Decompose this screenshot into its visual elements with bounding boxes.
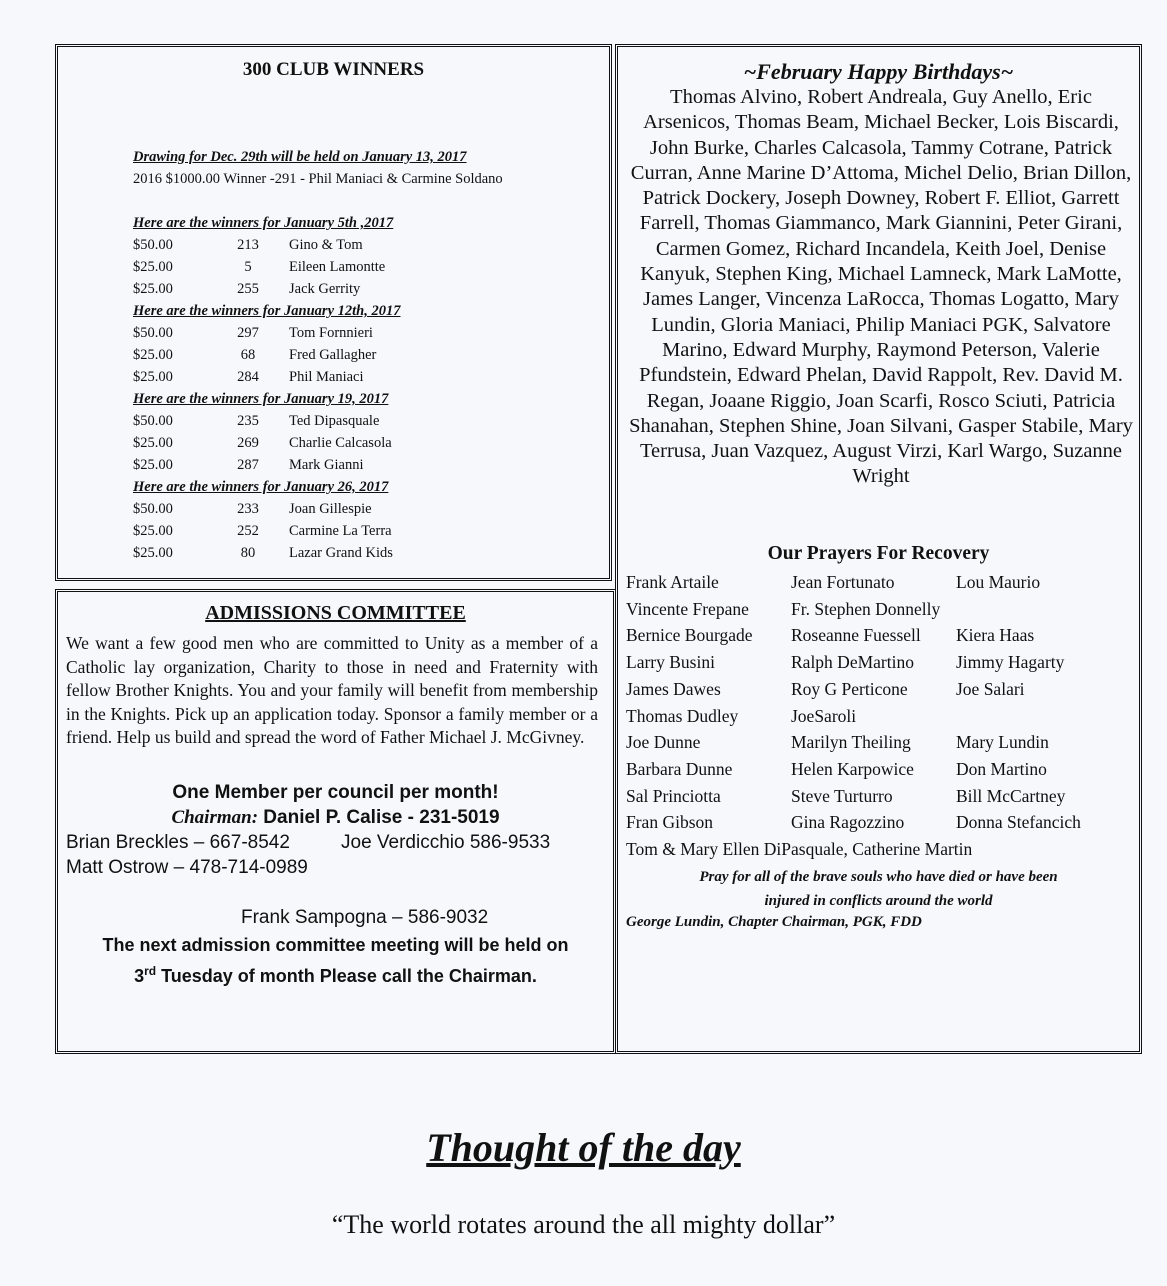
prayer-name: Mary Lundin [956, 732, 1049, 753]
prize-amount: $50.00 [133, 237, 173, 253]
prayer-row [626, 812, 1141, 838]
club-title: 300 CLUB WINNERS [242, 59, 425, 80]
prayer-name: Kiera Haas [956, 625, 1035, 646]
winner-name: Tom Fornnieri [289, 325, 373, 341]
prayer-row [626, 759, 1141, 785]
prayer-name: Jean Fortunato [791, 572, 895, 592]
prayer-name: Jimmy Hagarty [956, 652, 1065, 673]
admissions-title: ADMISSIONS COMMITTEE [205, 602, 466, 624]
prayer-row [626, 706, 1141, 732]
winner-row [133, 347, 553, 367]
ticket-number: 213 [237, 237, 259, 253]
prayer-row [626, 679, 1141, 705]
winner-name: Joan Gillespie [289, 501, 372, 517]
contact-brian: Brian Breckles – 667-8542 [66, 832, 290, 853]
club-winners-section [55, 44, 612, 581]
prayer-name: Vincente Frepane [626, 598, 749, 619]
prayer-row [626, 599, 1141, 625]
prayer-name: Frank Artaile [626, 572, 719, 592]
prize-amount: $50.00 [133, 325, 173, 341]
prayer-name: James Dawes [626, 678, 721, 699]
contact-joe: Joe Verdicchio 586-9533 [341, 832, 551, 853]
prayer-name: Larry Busini [626, 652, 715, 673]
prayer-name: Tom & Mary Ellen DiPasquale, Catherine Martin [626, 839, 973, 859]
drawing-heading: Drawing for Dec. 29th will be held on January 13, 2017 [133, 149, 467, 165]
drawing-winner: 2016 $1000.00 Winner -291 - Phil Maniaci & Carmine Soldano [133, 171, 503, 187]
admissions-body: We want a few good men who are committed to Unity as a member of a Catholic lay organization, Charity to those in need and Fraternity with fellow Brother Knights. You and your family will benefit from membership in the Knights. Pick up an application today. Sponsor a family member or a friend. Help us build and spread the word of Father Michael J. McGivney. [66, 633, 598, 747]
winner-row [133, 435, 553, 455]
winner-name: Phil Maniaci [289, 369, 364, 385]
prayer-name: Joe Salari [956, 678, 1025, 699]
prayer-name: Sal Princiotta [626, 785, 721, 806]
winners-heading: Here are the winners for January 5th ,2017 [133, 215, 394, 231]
winner-row [133, 413, 553, 433]
chapter-chairman: George Lundin, Chapter Chairman, PGK, FDD [626, 914, 922, 930]
prayer-name: Steve Turturro [791, 785, 893, 806]
prize-amount: $25.00 [133, 435, 173, 451]
prize-amount: $25.00 [133, 259, 173, 275]
prayer-name: JoeSaroli [791, 705, 857, 726]
winner-row [133, 523, 553, 543]
winner-name: Lazar Grand Kids [289, 545, 393, 561]
ticket-number: 5 [244, 259, 252, 275]
next-meeting-line2: 3rd Tuesday of month Please call the Chairman. [134, 964, 537, 986]
ticket-number: 297 [237, 325, 259, 341]
winners-heading: Here are the winners for January 26, 2017 [133, 479, 389, 495]
prize-amount: $50.00 [133, 501, 173, 517]
winner-name: Carmine La Terra [289, 523, 392, 539]
prize-amount: $25.00 [133, 281, 173, 297]
ticket-number: 269 [237, 435, 259, 451]
prayer-name: Bill McCartney [956, 785, 1066, 806]
winner-name: Charlie Calcasola [289, 435, 392, 451]
ticket-number: 233 [237, 501, 259, 517]
ticket-number: 255 [237, 281, 259, 297]
winner-row [133, 237, 553, 257]
chairman-label: Chairman: [171, 807, 259, 828]
ticket-number: 252 [237, 523, 259, 539]
prayer-name: Thomas Dudley [626, 705, 739, 726]
winner-row [133, 545, 553, 565]
prayer-note-line2: injured in conflicts around the world [764, 893, 993, 909]
winner-name: Mark Gianni [289, 457, 364, 473]
winner-row [133, 457, 553, 477]
prayer-name: Donna Stefancich [956, 812, 1081, 833]
prayer-row [626, 625, 1141, 651]
winner-name: Eileen Lamontte [289, 259, 386, 275]
prayer-name: Barbara Dunne [626, 758, 733, 779]
winner-row [133, 501, 553, 521]
ticket-number: 287 [237, 457, 259, 473]
winner-row [133, 259, 553, 279]
next-meeting-note [58, 932, 613, 989]
prayer-name: Don Martino [956, 758, 1047, 779]
winners-heading: Here are the winners for January 12th, 2017 [133, 303, 401, 319]
admissions-section [55, 589, 616, 1054]
prayer-name: Helen Karpowice [791, 758, 914, 779]
prayer-row [626, 572, 1141, 598]
prayer-row [626, 652, 1141, 678]
chairman-name: Daniel P. Calise - 231-5019 [258, 807, 500, 828]
thought-quote: “The world rotates around the all mighty dollar” [331, 1210, 836, 1239]
prize-amount: $50.00 [133, 413, 173, 429]
prayer-name: Roy G Perticone [791, 678, 908, 699]
winner-name: Fred Gallagher [289, 347, 377, 363]
birthdays-title: ~February Happy Birthdays~ [743, 59, 1014, 84]
thought-title: Thought of the day [426, 1125, 741, 1170]
prayer-name: Fran Gibson [626, 812, 714, 833]
winner-row [133, 369, 553, 389]
ticket-number: 68 [240, 347, 256, 363]
birthdays-list: Thomas Alvino, Robert Andreala, Guy Anello, Eric Arsenicos, Thomas Beam, Michael Becker, Lois Biscardi, John Burke, Charles Calcasola, Tammy Cotrane, Patrick Curran, Anne Marine D’Attoma, Michel Delio, Brian Dillon, Patrick Dockery, Joseph Downey, Robert F. Elliot, Garrett Farrell, Thomas Giammanco, Mark Giannini, Peter Girani, Carmen Gomez, Richard Incandela, Keith Joel, Denise Kanyuk, Stephen King, Michael Lamneck, Mark LaMotte, James Langer, Vincenza LaRocca, Thomas Logatto, Mary Lundin, Gloria Maniaci, Philip Maniaci PGK, Salvatore Marino, Edward Murphy, Raymond Peterson, Valerie Pfundstein, Edward Phelan, David Rappolt, Rev. David M. Regan, Joaane Riggio, Joan Scarfi, Rosco Sciuti, Patricia Shanahan, Stephen Shine, Joan Silvani, Gasper Stabile, Mary Terrusa, Juan Vazquez, August Virzi, Karl Wargo, Suzanne Wright [629, 86, 1133, 488]
ticket-number: 80 [240, 545, 256, 561]
prayer-row [626, 786, 1141, 812]
birthdays-prayers-section [615, 44, 1142, 1054]
prayer-name: Roseanne Fuessell [791, 625, 921, 646]
prayer-name: Fr. Stephen Donnelly [791, 598, 941, 619]
winner-name: Ted Dipasquale [289, 413, 380, 429]
winner-name: Gino & Tom [289, 237, 363, 253]
winner-row [133, 281, 553, 301]
winner-row [133, 325, 553, 345]
prayer-name: Lou Maurio [956, 572, 1041, 592]
prize-amount: $25.00 [133, 369, 173, 385]
prayer-name: Joe Dunne [626, 732, 701, 753]
prize-amount: $25.00 [133, 347, 173, 363]
prayer-note-line1: Pray for all of the brave souls who have died or have been [699, 869, 1058, 885]
prayers-title: Our Prayers For Recovery [767, 543, 990, 564]
prize-amount: $25.00 [133, 457, 173, 473]
prayer-name: Gina Ragozzino [791, 812, 905, 833]
chairman-line [58, 807, 613, 829]
prayer-name: Bernice Bourgade [626, 625, 753, 646]
prayer-name: Ralph DeMartino [791, 652, 914, 673]
contact-matt: Matt Ostrow – 478-714-0989 [66, 857, 308, 878]
prayer-note [618, 865, 1139, 913]
prayer-row [626, 732, 1141, 758]
prayer-name: Marilyn Theiling [791, 732, 911, 753]
prize-amount: $25.00 [133, 545, 173, 561]
contact-frank: Frank Sampogna – 586-9032 [241, 907, 489, 928]
ticket-number: 284 [237, 369, 259, 385]
ticket-number: 235 [237, 413, 259, 429]
one-member-line: One Member per council per month! [172, 782, 499, 803]
winners-heading: Here are the winners for January 19, 2017 [133, 391, 389, 407]
prayer-row [626, 839, 1141, 865]
prize-amount: $25.00 [133, 523, 173, 539]
winner-name: Jack Gerrity [289, 281, 361, 297]
next-meeting-line1: The next admission committee meeting will be held on [102, 935, 569, 955]
